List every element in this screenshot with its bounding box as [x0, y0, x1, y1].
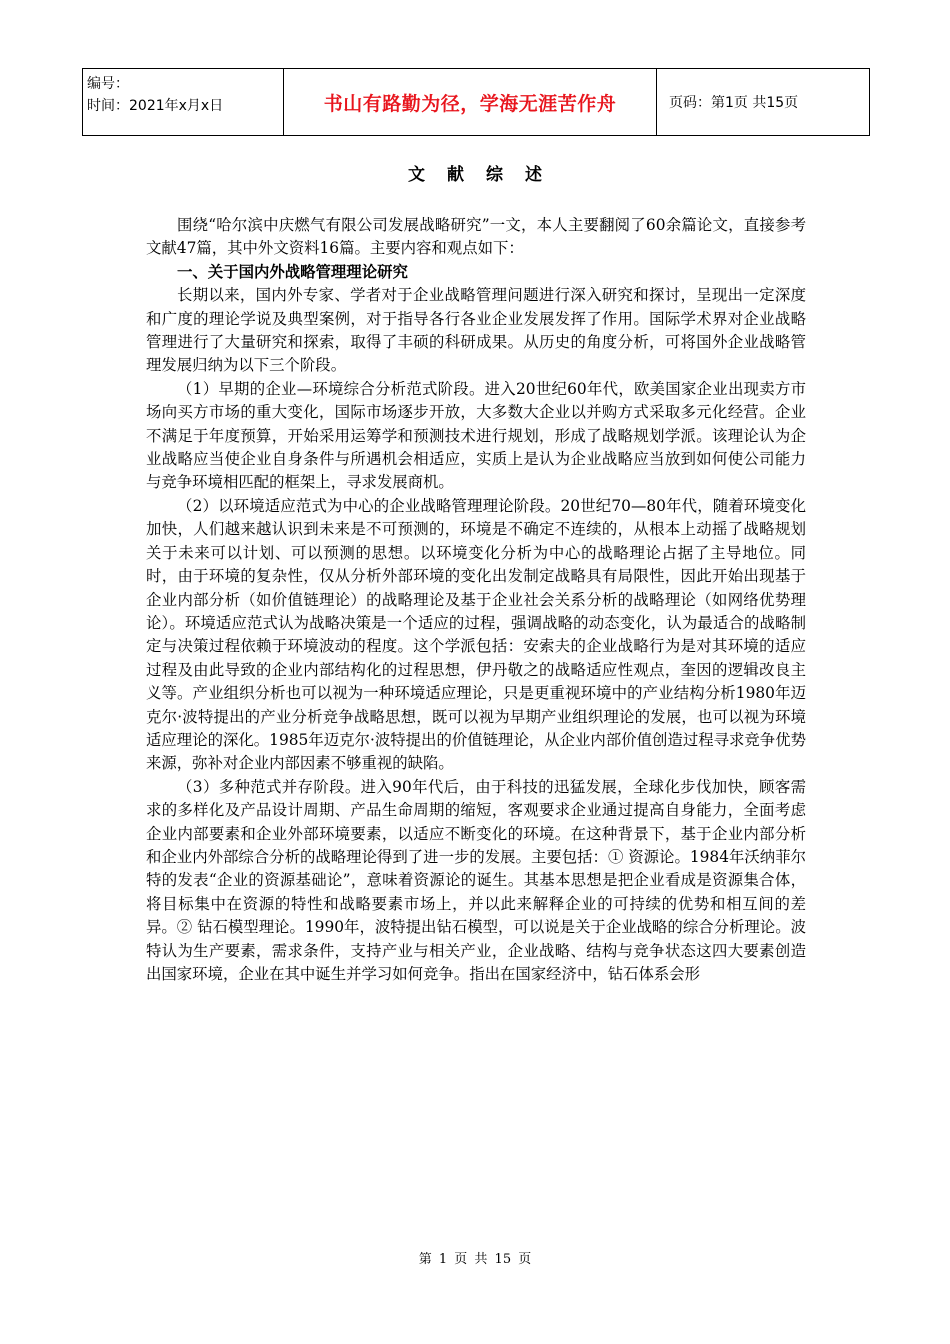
- document-body: [146, 214, 806, 986]
- body-paragraph: 长期以来，国内外专家、学者对于企业战略管理问题进行深入研究和探讨，呈现出一定深度和广度的理论学说及典型案例，对于指导各行各业企业发展发挥了作用。国际学术界对企业战略管理进行了大量研究和探索，取得了丰硕的科研成果。从历史的角度分析，可将国外企业战略管理发展归纳为以下三个阶段。: [146, 286, 806, 375]
- intro-paragraph: 围绕“哈尔滨中庆燃气有限公司发展战略研究”一文，本人主要翻阅了60余篇论文，直接参考文献47篇，其中外文资料16篇。主要内容和观点如下：: [146, 216, 806, 258]
- document-title: 文献综述: [408, 165, 564, 185]
- section-heading: 一、关于国内外战略管理理论研究: [177, 262, 408, 281]
- document-number-label: 编号：: [87, 76, 129, 92]
- body-paragraph: （2）以环境适应范式为中心的企业战略管理理论阶段。20世纪70—80年代，随着环境变化加快，人们越来越认识到未来是不可预测的，环境是不确定不连续的，从根本上动摇了战略规划关于未来可以计划、可以预测的思想。以环境变化分析为中心的战略理论占据了主导地位。同时，由于环境的复杂性，仅从分析外部环境的变化出发制定战略具有局限性，因此开始出现基于企业内部分析（如价值链理论）的战略理论及基于企业社会关系分析的战略理论（如网络优势理论）。环境适应范式认为战略决策是一个适应的过程，强调战略的动态变化，认为最适合的战略制定与决策过程依赖于环境波动的程度。这个学派包括：安索夫的企业战略行为是对其环境的适应过程及由此导致的企业内部结构化的过程思想，伊丹敬之的战略适应性观点，奎因的逻辑改良主义等。产业组织分析也可以视为一种环境适应理论，只是更重视环境中的产业结构分析1980年迈克尔·波特提出的产业分析竞争战略思想，既可以视为早期产业组织理论的发展，也可以视为环境适应理论的深化。1985年迈克尔·波特提出的价值链理论，从企业内部价值创造过程寻求竞争优势来源，弥补对企业内部因素不够重视的缺陷。: [146, 496, 806, 773]
- page-header: [82, 68, 870, 136]
- document-time-label: 时间：2021年x月x日: [87, 98, 224, 114]
- header-info-cell: [83, 69, 284, 136]
- header-motto: 书山有路勤为径，学海无涯苦作舟: [284, 69, 657, 136]
- body-paragraph: （3）多种范式并存阶段。进入90年代后，由于科技的迅猛发展，全球化步伐加快，顾客需求的多样化及产品设计周期、产品生命周期的缩短，客观要求企业通过提高自身能力，全面考虑企业内部要素和企业外部环境要素，以适应不断变化的环境。在这种背景下，基于企业内部分析和企业内外部综合分析的战略理论得到了进一步的发展。主要包括：① 资源论。1984年沃纳菲尔特的发表“企业的资源基础论”，意味着资源论的诞生。其基本思想是把企业看成是资源集合体，将目标集中在资源的特性和战略要素市场上，并以此来解释企业的可持续的优势和相互间的差异。② 钻石模型理论。1990年，波特提出钻石模型，可以说是关于企业战略的综合分析理论。波特认为生产要素，需求条件，支持产业与相关产业，企业战略、结构与竞争状态这四大要素创造出国家环境，企业在其中诞生并学习如何竞争。指出在国家经济中，钻石体系会形: [146, 777, 806, 983]
- header-page-label: 页码：第1页 共15页: [657, 69, 870, 136]
- body-paragraph: （1）早期的企业—环境综合分析范式阶段。进入20世纪60年代，欧美国家企业出现卖方市场向买方市场的重大变化，国际市场逐步开放，大多数大企业以并购方式采取多元化经营。企业不满足于年度预算，开始采用运筹学和预测技术进行规划，形成了战略规划学派。该理论认为企业战略应当使企业自身条件与所遇机会相适应，实质上是认为企业战略应当放到如何使公司能力与竞争环境相匹配的框架上，寻求发展商机。: [146, 379, 806, 492]
- page-footer: 第 1 页 共 15 页: [418, 1252, 532, 1267]
